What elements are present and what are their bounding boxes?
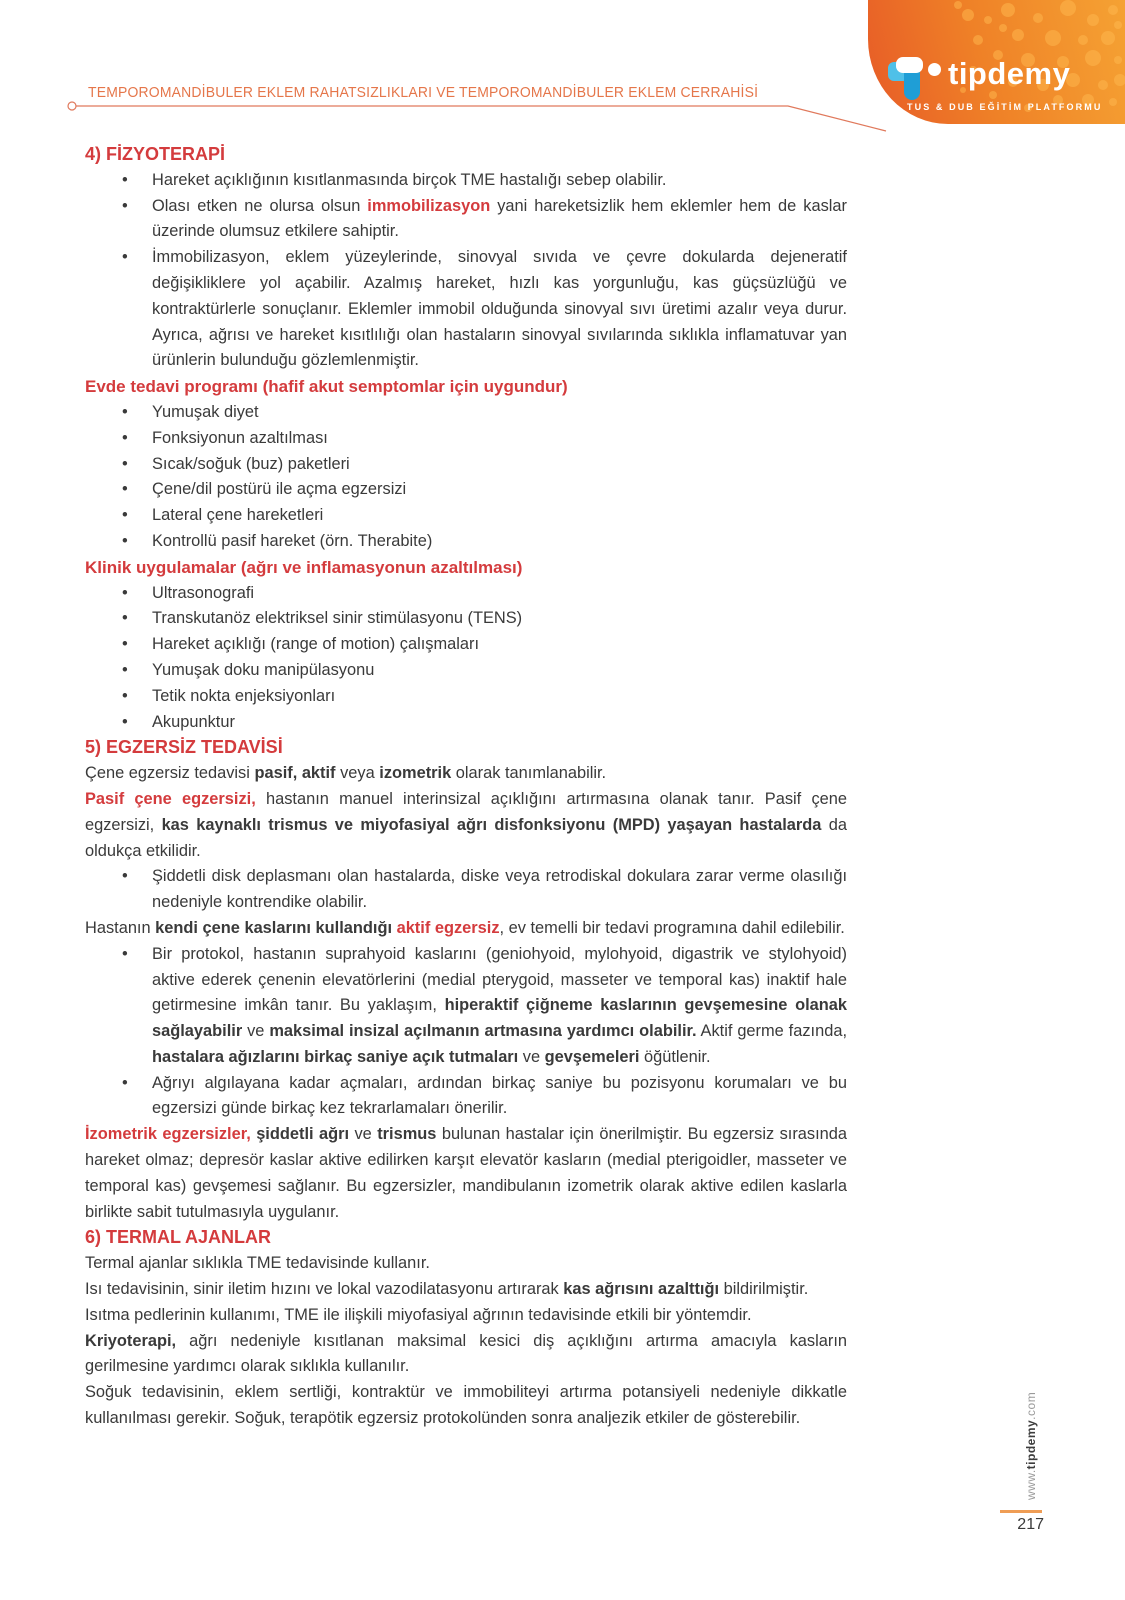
paragraph [85, 1329, 847, 1381]
tipdemy-banner [868, 0, 1125, 124]
bullet-icon: • [122, 428, 128, 447]
text-run: Hastanın [85, 918, 156, 937]
bullet-icon: • [122, 454, 128, 473]
text-run: Olası etken ne olursa olsun [152, 196, 368, 215]
text-run: hiperaktif çiğneme kaslarının gevşemesine olanak sağlayabilir [152, 996, 847, 1041]
page-number: 217 [1017, 1516, 1044, 1533]
text-run: ve [518, 1047, 545, 1066]
bullet-text [152, 400, 847, 426]
text-run: Kriyoterapi, [85, 1331, 177, 1350]
bullet-item [85, 606, 847, 632]
text-run: hastalara ağızlarını birkaç saniye açık tutmaları [152, 1047, 519, 1066]
bullet-icon: • [122, 480, 128, 499]
bullet-text [152, 477, 847, 503]
logo-wordmark: tipdemy [948, 56, 1071, 91]
bullet-text [152, 581, 847, 607]
text-run: pasif, aktif [254, 764, 336, 783]
text-run: öğütlenir. [639, 1047, 711, 1066]
bullet-icon: • [122, 867, 128, 886]
bullet-icon: • [122, 583, 128, 602]
bullet-icon: • [122, 248, 128, 267]
website-vertical-label [1024, 1391, 1038, 1500]
content [85, 142, 847, 1432]
text-run: Ağrıyı algılayana kadar açmaları, ardından birkaç saniye bu pozisyonu korumaları ve bu egzersizi günde birkaç kez tekrarlamaları önerilir. [152, 1073, 847, 1118]
bullet-icon: • [122, 531, 128, 550]
text-run: immobilizasyon [367, 196, 491, 215]
text-run: Fonksiyonun azaltılması [152, 428, 328, 447]
bullet-item [85, 581, 847, 607]
text-run: Pasif çene egzersizi, [85, 789, 256, 808]
section-heading: 6) TERMAL AJANLAR [85, 1227, 272, 1248]
section-heading: 4) FİZYOTERAPİ [85, 144, 226, 164]
text-run: Termal ajanlar sıklıkla TME tedavisinde kullanır. [85, 1254, 430, 1273]
bullet-item [85, 1071, 847, 1123]
bullet-icon: • [122, 660, 128, 679]
text-run: gevşemeleri [544, 1047, 640, 1066]
bullet-text [152, 452, 847, 478]
paragraph [85, 1380, 847, 1432]
bullet-item [85, 529, 847, 555]
text-run: Hareket açıklığının kısıtlanmasında birçok TME hastalığı sebep olabilir. [152, 170, 667, 189]
text-run: İmmobilizasyon, eklem yüzeylerinde, sinovyal sıvıda ve çevre dokularda dejeneratif değişikliklere yol açabilir. Azalmış hareket, hızlı kas yorgunluğu, kas güçsüzlüğü ve kontraktürlerle sonuçlanır. Eklemler immobil olduğunda sinovyal sıvı üretimi azalır veya durur. Ayrıca, ağrısı ve hareket kısıtlılığı olan hastaların sinovyal sıvılarında sıklıkla inflamatuvar yan ürünlerin bulunduğu gözlemlenmiştir. [152, 248, 847, 370]
bullet-item [85, 658, 847, 684]
text-run: Yumuşak diyet [152, 402, 259, 421]
text-run: , ev temelli bir tedavi programına dahil edilebilir. [499, 918, 845, 937]
text-run: Ultrasonografi [152, 583, 255, 602]
paragraph [85, 787, 847, 864]
text-run: trismus [377, 1125, 437, 1144]
bullet-icon: • [122, 1073, 128, 1092]
paragraph [85, 1303, 847, 1329]
text-run: Isıtma pedlerinin kullanımı, TME ile ilişkili miyofasiyal ağrının tedavisinde etkili bir yöntemdir. [85, 1305, 752, 1324]
bullet-item [85, 942, 847, 1071]
text-run: İzometrik egzersizler, [85, 1125, 251, 1144]
bullet-icon: • [122, 686, 128, 705]
text-run: hastanın manuel interinsizal açıklığını artırmasına olanak tanır. Pasif çene egzersizi, [85, 789, 847, 834]
logo-bar-shape [896, 57, 923, 73]
text-run: Soğuk tedavisinin, eklem sertliği, kontraktür ve immobiliteyi artırma potansiyeli nedeniyle dikkatle kullanılması gerekir. Soğuk, terapötik egzersiz protokolünden sonra analjezik etkiler de gösterebilir. [85, 1383, 847, 1428]
text-run: Kontrollü pasif hareket (örn. Therabite) [152, 531, 433, 550]
bullet-item [85, 477, 847, 503]
bullet-text [152, 606, 847, 632]
tipdemy-logo-icon [888, 56, 944, 106]
text-run: Tetik nokta enjeksiyonları [152, 686, 336, 705]
logo-dot-shape [928, 63, 941, 76]
bullet-icon: • [122, 712, 128, 731]
bullet-text [152, 864, 847, 916]
text-run: Çene/dil postürü ile açma egzersizi [152, 480, 407, 499]
bullet-text [152, 529, 847, 555]
bullet-item [85, 632, 847, 658]
bullet-icon: • [122, 506, 128, 525]
text-run: Sıcak/soğuk (buz) paketleri [152, 454, 350, 473]
paragraph [85, 1277, 847, 1303]
text-run: kendi çene kaslarını kullandığı [155, 918, 397, 937]
paragraph [85, 1251, 847, 1277]
bullet-item [85, 710, 847, 736]
subsection-heading: Klinik uygulamalar (ağrı ve inflamasyonun azaltılması) [85, 557, 523, 577]
bullet-text [152, 632, 847, 658]
paragraph [85, 761, 847, 787]
text-run: kas ağrısını azalttığı [563, 1280, 720, 1299]
bullet-item [85, 503, 847, 529]
bullet-text [152, 942, 847, 1071]
bullet-text [152, 194, 847, 246]
bullet-text [152, 245, 847, 374]
bullet-icon: • [122, 944, 128, 963]
text-run: ve [349, 1125, 378, 1144]
bullet-text [152, 426, 847, 452]
bullet-item [85, 426, 847, 452]
site-prefix: www. [1024, 1469, 1038, 1500]
bullet-item [85, 245, 847, 374]
bullet-text [152, 710, 847, 736]
text-run: kas kaynaklı trismus ve miyofasiyal ağrı disfonksiyonu (MPD) yaşayan hastalarda [161, 815, 822, 834]
site-name: tipdemy [1024, 1419, 1038, 1470]
bullet-item [85, 452, 847, 478]
text-run: Transkutanöz elektriksel sinir stimülasyonu (TENS) [152, 609, 523, 628]
bullet-text [152, 503, 847, 529]
text-run: Lateral çene hareketleri [152, 506, 324, 525]
bullet-item [85, 684, 847, 710]
text-run: Bir protokol, hastanın suprahyoid kaslarını (geniohyoid, mylohyoid, digastrik ve stylohyoid) aktive ederek çenenin elevatörlerini (medial pterygoid, masseter ve temporal kas) inaktif hale getirmesine imkân tanır. Bu yaklaşım, [152, 944, 847, 1015]
bullet-item [85, 400, 847, 426]
bullet-item [85, 194, 847, 246]
text-run: Aktif germe fazında, [696, 1022, 847, 1041]
bullet-icon: • [122, 402, 128, 421]
text-run: ağrı nedeniyle kısıtlanan maksimal kesici diş açıklığını artırma amacıyla kasların gerilmesine yardımcı olarak sıklıkla kullanılır. [85, 1331, 847, 1376]
bullet-text [152, 168, 847, 194]
bullet-icon: • [122, 635, 128, 654]
text-run: bulunan hastalar için önerilmiştir. Bu egzersiz sırasında hareket olmaz; depresör kaslar aktive edilirken karşıt elevatör kasların (medial pterigoidler, masseter ve temporal kas) gevşemesi sağlanır. Bu egzersizler, mandibulanın izometrik olarak aktive edilen kaslarla birlikte sabit tutulmasıyla uygulanır. [85, 1125, 847, 1221]
text-run: şiddetli ağrı [256, 1125, 350, 1144]
text-run: Isı tedavisinin, sinir iletim hızını ve lokal vazodilatasyonu artırarak [85, 1280, 564, 1299]
section-heading: 5) EGZERSİZ TEDAVİSİ [85, 737, 283, 758]
page-title: TEMPOROMANDİBULER EKLEM RAHATSIZLIKLARI VE TEMPOROMANDİBULER EKLEM CERRAHİSİ [88, 84, 759, 101]
text-run: veya [335, 764, 380, 783]
logo-tagline: TUS & DUB EĞİTİM PLATFORMU [907, 102, 1103, 112]
bullet-icon: • [122, 609, 128, 628]
text-run: bildirilmiştir. [719, 1280, 809, 1299]
text-run: aktif egzersiz [396, 918, 500, 937]
bullet-icon: • [122, 170, 128, 189]
bullet-icon: • [122, 196, 128, 215]
site-suffix: .com [1024, 1391, 1038, 1420]
text-run: Hareket açıklığı (range of motion) çalışmaları [152, 635, 480, 654]
bullet-text [152, 1071, 847, 1123]
text-run: Akupunktur [152, 712, 235, 731]
text-run: maksimal insizal açılmanın artmasına yardımcı olabilir. [269, 1022, 697, 1041]
page-number-rule [1000, 1510, 1042, 1513]
bullet-text [152, 658, 847, 684]
bullet-item [85, 168, 847, 194]
bullet-text [152, 684, 847, 710]
text-run: ve [242, 1022, 270, 1041]
subsection-heading: Evde tedavi programı (hafif akut semptomlar için uygundur) [85, 377, 568, 397]
text-run: olarak tanımlanabilir. [451, 764, 607, 783]
paragraph [85, 916, 847, 942]
paragraph [85, 1122, 847, 1225]
text-run: yani hareketsizlik hem eklemler hem de kaslar üzerinde olumsuz etkilere sahiptir. [152, 196, 847, 241]
text-run: Çene egzersiz tedavisi [85, 764, 255, 783]
bullet-item [85, 864, 847, 916]
text-run: Şiddetli disk deplasmanı olan hastalarda, diske veya retrodiskal dokulara zarar verme olasılığı nedeniyle kontrendike olabilir. [152, 867, 847, 912]
text-run: Yumuşak doku manipülasyonu [152, 660, 375, 679]
text-run: izometrik [379, 764, 452, 783]
text-run: da oldukça etkilidir. [85, 815, 847, 860]
